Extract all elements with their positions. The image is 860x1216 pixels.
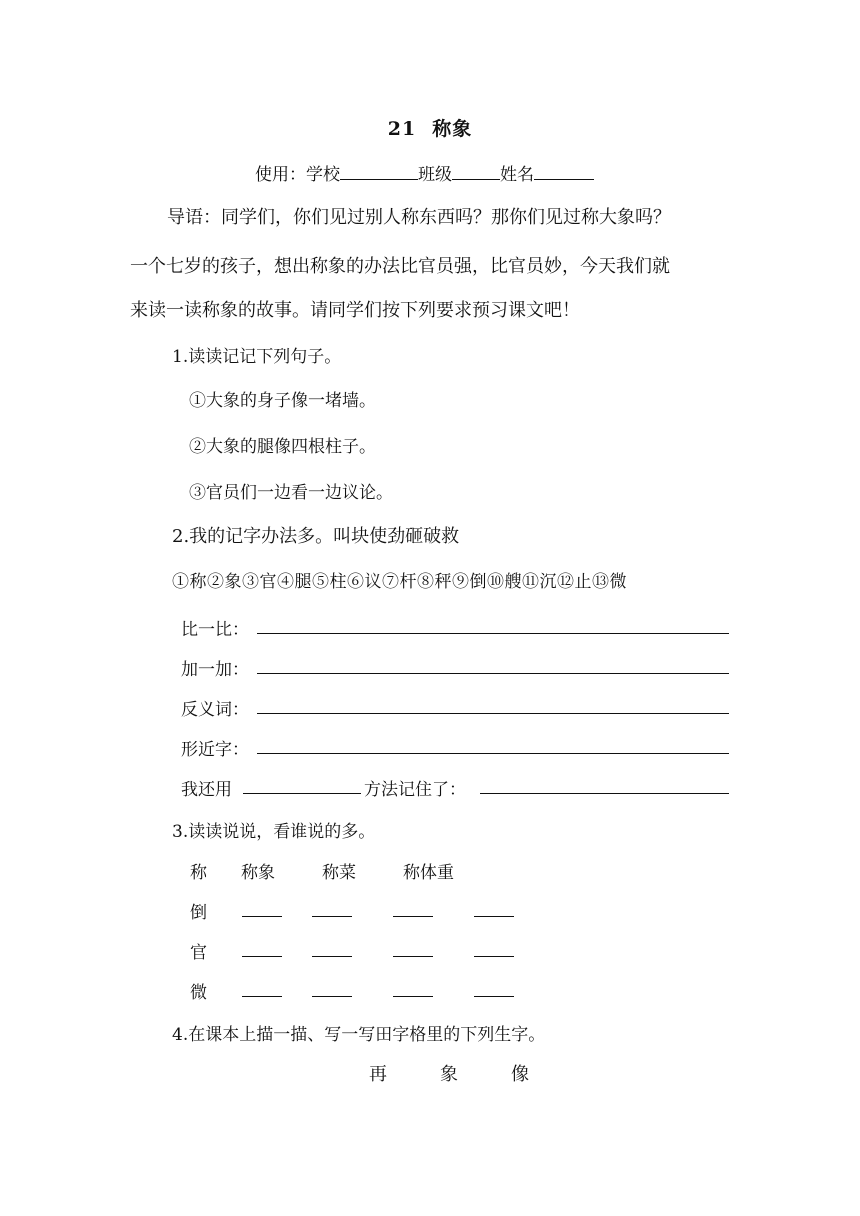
word-row-3-blank-1[interactable] bbox=[242, 996, 282, 997]
similar-label: 形近字： bbox=[181, 740, 249, 760]
word-row-1-blank-2[interactable] bbox=[312, 916, 352, 917]
antonym-blank[interactable] bbox=[257, 713, 729, 714]
word-table-header-1: 称象 bbox=[241, 863, 275, 883]
write-char-1: 再 bbox=[369, 1064, 387, 1085]
method-mid-label: 方法记住了： bbox=[364, 780, 466, 800]
section1-item-3: ③官员们一边看一边议论。 bbox=[189, 483, 393, 503]
section4-heading: 4.在课本上描一描、写一写田字格里的下列生字。 bbox=[172, 1025, 546, 1045]
compare-label: 比一比： bbox=[181, 620, 249, 640]
school-blank[interactable] bbox=[340, 165, 418, 180]
word-table-header-char: 称 bbox=[190, 863, 207, 883]
add-label: 加一加： bbox=[181, 660, 249, 680]
word-row-2-blank-2[interactable] bbox=[312, 956, 352, 957]
write-char-2: 象 bbox=[440, 1064, 458, 1085]
word-row-char-2: 官 bbox=[190, 943, 207, 963]
name-label: 姓名 bbox=[500, 165, 534, 185]
write-char-3: 像 bbox=[511, 1064, 529, 1085]
section3-heading: 3.读读说说，看谁说的多。 bbox=[172, 822, 376, 842]
section1-item-1: ①大象的身子像一堵墙。 bbox=[189, 391, 376, 411]
section2-char-list: ①称②象③官④腿⑤柱⑥议⑦杆⑧秤⑨倒⑩艘⑪沉⑫止⑬微 bbox=[172, 572, 627, 592]
word-row-1-blank-4[interactable] bbox=[474, 916, 514, 917]
section1-item-2: ②大象的腿像四根柱子。 bbox=[189, 437, 376, 457]
word-row-2-blank-1[interactable] bbox=[242, 956, 282, 957]
intro-line-3: 来读一读称象的故事。请同学们按下列要求预习课文吧！ bbox=[130, 300, 580, 321]
word-row-char-3: 微 bbox=[190, 983, 207, 1003]
class-label: 班级 bbox=[418, 165, 452, 185]
word-row-2-blank-4[interactable] bbox=[474, 956, 514, 957]
word-row-1-blank-1[interactable] bbox=[242, 916, 282, 917]
word-row-char-1: 倒 bbox=[190, 903, 207, 923]
antonym-label: 反义词： bbox=[181, 700, 249, 720]
intro-line-1: 导语：同学们，你们见过别人称东西吗？那你们见过称大象吗？ bbox=[167, 207, 671, 228]
add-blank[interactable] bbox=[257, 673, 729, 674]
word-table-header-2: 称菜 bbox=[322, 863, 356, 883]
method-blank[interactable] bbox=[243, 793, 361, 794]
lesson-title: 称象 bbox=[432, 118, 473, 140]
word-row-2-blank-3[interactable] bbox=[393, 956, 433, 957]
word-row-3-blank-2[interactable] bbox=[312, 996, 352, 997]
section2-heading: 2.我的记字办法多。叫块使劲砸破救 bbox=[172, 526, 460, 547]
school-label: 使用：学校 bbox=[255, 165, 340, 185]
word-row-1-blank-3[interactable] bbox=[393, 916, 433, 917]
word-row-3-blank-3[interactable] bbox=[393, 996, 433, 997]
info-line bbox=[255, 160, 594, 185]
page-title bbox=[0, 114, 860, 141]
section1-heading: 1.读读记记下列句子。 bbox=[172, 347, 342, 367]
name-blank[interactable] bbox=[534, 165, 594, 180]
class-blank[interactable] bbox=[452, 165, 500, 180]
compare-blank[interactable] bbox=[257, 633, 729, 634]
lesson-number: 21 bbox=[387, 118, 417, 140]
intro-line-2: 一个七岁的孩子，想出称象的办法比官员强，比官员妙，今天我们就 bbox=[130, 256, 670, 277]
method-answer-blank[interactable] bbox=[480, 793, 729, 794]
word-table-header-3: 称体重 bbox=[403, 863, 454, 883]
word-row-3-blank-4[interactable] bbox=[474, 996, 514, 997]
similar-blank[interactable] bbox=[257, 753, 729, 754]
method-label: 我还用 bbox=[181, 780, 232, 800]
